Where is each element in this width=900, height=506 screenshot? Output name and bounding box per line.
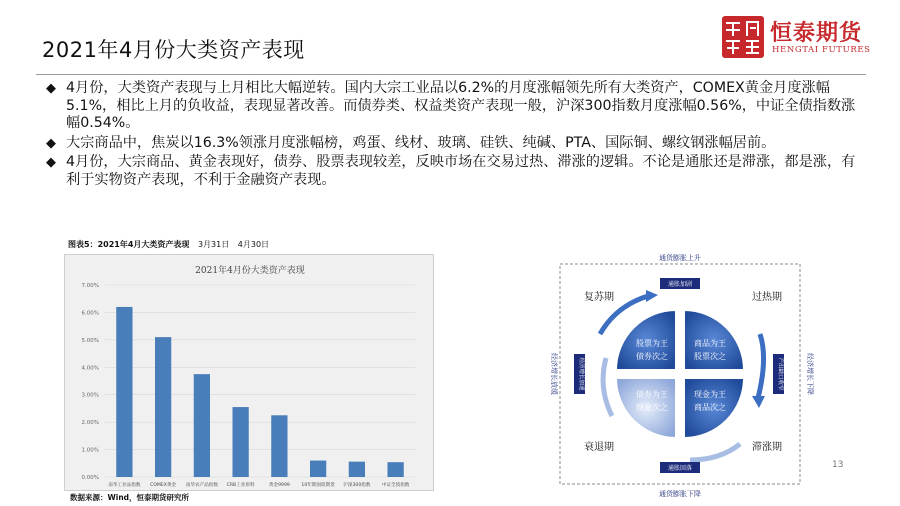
x-tick-label: 中证全债指数 [381,483,410,488]
chart-title: 2021年4月份大类资产表现 [195,266,305,276]
box-growth-accelerating-text: 经济增长加速 [578,357,584,391]
y-tick-label: 3.00% [81,392,99,399]
diamond-bullet-icon: ◆ [46,135,56,151]
cycle-arrow-bottom [690,444,740,460]
chart-source: 数据来源：Wind，恒泰期货研究所 [70,493,190,502]
tl-line-2: 债券次之 [636,352,668,361]
bar [310,461,326,477]
quadrant-recovery-label: 复苏期 [584,292,614,303]
logo-name-cn: 恒泰期货 [770,21,863,46]
bar-chart-panel [64,236,434,503]
y-tick-label: 6.00% [81,310,99,317]
label-growth-slowing: 经济增长放缓 [550,353,558,395]
x-tick-label: 沪深300指数 [343,483,371,488]
chart-caption-start: 3月31日 [197,240,230,249]
chart-frame [64,254,434,491]
chart-caption [68,239,275,250]
y-tick-label: 4.00% [81,365,99,372]
bar [155,337,171,477]
x-tick-label: 黄金9999 [268,483,290,488]
br-line-2: 商品次之 [694,403,726,412]
br-line-1: 现金为王 [694,390,726,399]
quadrant-overheat-label: 过热期 [752,292,782,303]
tr-line-1: 商品为王 [694,339,726,348]
bullet-item [46,135,866,153]
page-number: 13 [832,460,844,470]
y-tick-label: 2.00% [81,420,99,427]
quadrant-stagflation-label: 滞涨期 [752,442,782,453]
bullet-text: 大宗商品中，焦炭以16.3%领涨月度涨幅榜，鸡蛋、线材、玻璃、硅铁、纯碱、PTA、国际铜、螺纹钢涨幅居前。 [66,134,776,151]
bar [271,415,287,477]
box-output-gap-text: 产出缺口收窄 [777,357,783,391]
slide-title: 2021年4月份大类资产表现 [42,38,305,62]
cycle-arrow-left [603,358,612,416]
logo-name-en: HENGTAI FUTURES [772,45,871,55]
box-inflation-falling-text: 通胀回落 [667,465,693,472]
cycle-arrow-right [758,334,764,398]
bullet-item [46,80,866,133]
title-divider [36,74,866,75]
x-tick-label: CRB工业原料 [226,483,255,488]
cycle-arrowhead-icon [752,396,765,408]
bar-chart [65,255,433,490]
bullet-item [46,154,866,189]
investment-clock-diagram [540,248,820,504]
bullet-list [46,80,866,191]
diamond-bullet-icon: ◆ [46,155,56,170]
cycle-arrowhead-icon [646,290,658,302]
tl-line-1: 股票为王 [636,339,668,348]
x-tick-label: 南华农产品指数 [185,483,218,488]
y-tick-label: 7.00% [81,283,99,289]
quadrant-recession-label: 衰退期 [584,442,614,453]
label-inflation-up: 通货膨胀上升 [659,254,701,262]
bl-line-2: 现金次之 [636,403,668,412]
bullet-text: 4月份，大宗商品、黄金表现好，债券、股票表现较差，反映市场在交易过热、滞涨的逻辑。不论是通胀还是滞涨，都是涨，有利于实物资产表现，不利于金融资产表现。 [66,154,856,188]
diamond-bullet-icon: ◆ [46,81,56,96]
bar [349,462,365,477]
y-tick-label: 1.00% [81,447,99,454]
bar [116,307,132,477]
tr-line-2: 股票次之 [694,352,726,361]
logo-seal-icon [722,16,764,58]
box-inflation-rising-text: 通胀加剧 [667,281,693,288]
y-tick-label: 0.00% [81,475,99,481]
chart-caption-end: 4月30日 [237,240,270,249]
bar [387,462,403,477]
bl-line-1: 债券为王 [636,390,668,399]
x-tick-label: COMEX黄金 [150,483,177,488]
bar [194,374,210,477]
chart-caption-label: 图表5：2021年4月大类资产表现 [68,240,190,249]
label-growth-falling: 经济增长下降 [806,353,814,395]
x-tick-label: 10年期国债期货 [301,483,335,488]
x-tick-label: 南华工业品指数 [108,483,141,488]
y-tick-label: 5.00% [81,337,99,344]
label-inflation-down: 通货膨胀下降 [659,490,701,498]
bar [232,407,248,477]
company-logo [722,14,872,60]
bullet-text: 4月份，大类资产表现与上月相比大幅逆转。国内大宗工业品以6.2%的月度涨幅领先所有大类资产，COMEX黄金月度涨幅5.1%，相比上月的负收益，表现显著改善。而债券类、权益类资产表现一般，沪深300指数月度涨幅0.56%，中证全债指数涨幅0.54%。 [66,80,856,131]
